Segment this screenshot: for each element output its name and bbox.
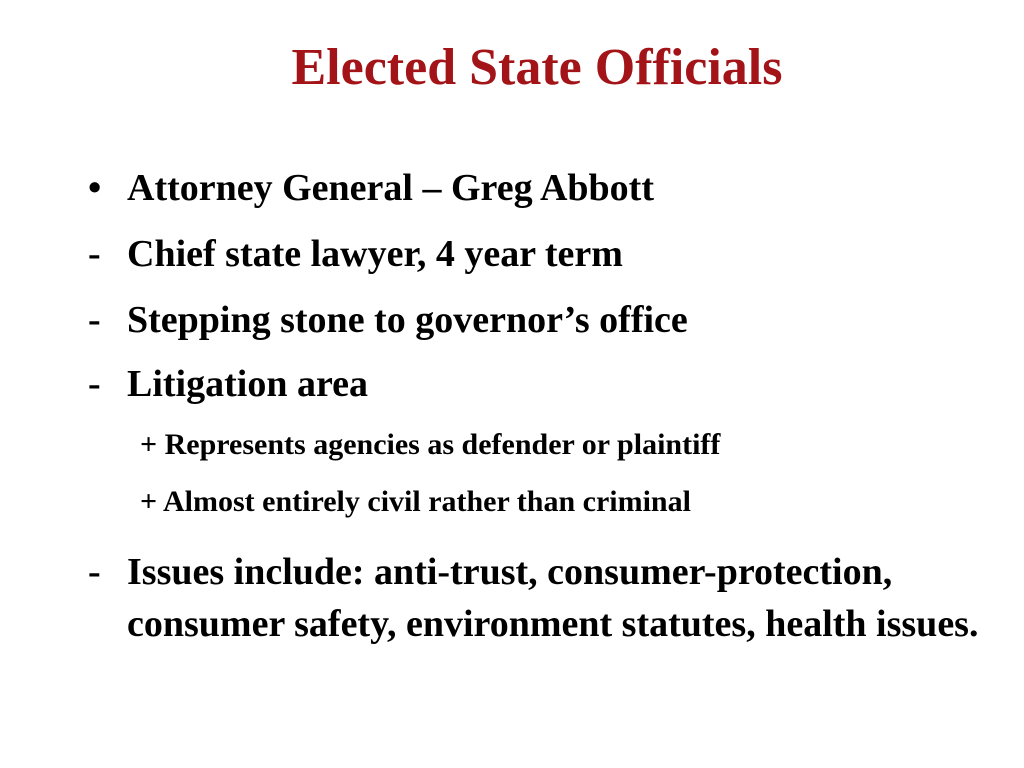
sub-item bbox=[140, 425, 720, 465]
plus-marker: + bbox=[140, 428, 158, 461]
dash-marker: - bbox=[88, 551, 101, 593]
bullet-text: Attorney General – Greg Abbott bbox=[127, 167, 654, 209]
dash-text: Chief state lawyer, 4 year term bbox=[127, 233, 623, 275]
dash-text: Stepping stone to governor’s office bbox=[127, 299, 688, 341]
sub-item bbox=[140, 482, 691, 522]
dash-marker: - bbox=[88, 299, 101, 341]
dash-marker: - bbox=[88, 233, 101, 275]
dash-marker: - bbox=[88, 363, 101, 405]
sub-item-text: Represents agencies as defender or plaintiff bbox=[164, 428, 721, 461]
dash-text: Litigation area bbox=[127, 363, 369, 405]
bullet-marker: • bbox=[88, 167, 102, 209]
slide-title: Elected State Officials bbox=[291, 39, 783, 96]
plus-marker: + bbox=[140, 485, 158, 518]
issues-item-text: Issues include: anti-trust, consumer-protection, consumer safety, environment statutes, health issues. bbox=[127, 551, 979, 645]
sub-item-text: Almost entirely civil rather than criminal bbox=[162, 485, 691, 518]
